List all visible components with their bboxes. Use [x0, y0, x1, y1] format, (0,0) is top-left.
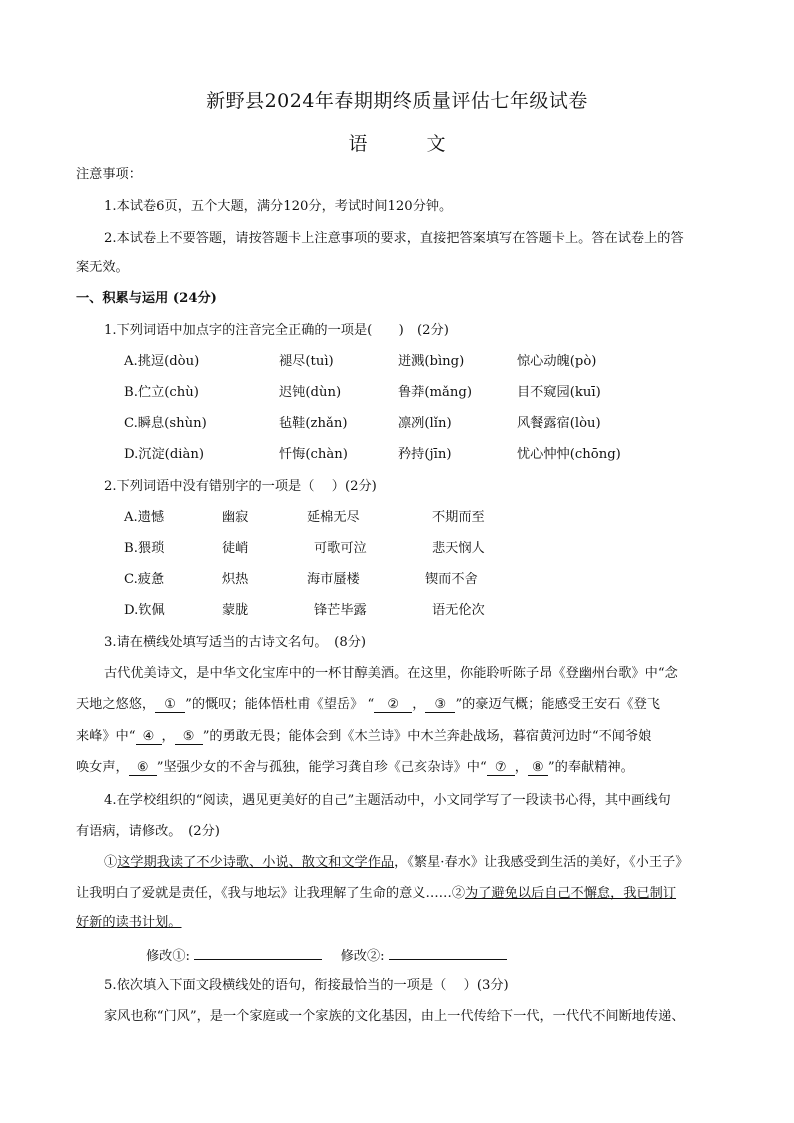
- q4-stem-line-1: 4.在学校组织的“阅读，遇见更美好的自己”主题活动中，小文同学写了一段读书心得，其中画线句: [104, 793, 671, 808]
- q1-option-a-1: A.挑逗(dòu): [124, 354, 200, 369]
- q4-fix-row: [146, 945, 507, 967]
- q1-stem: 1.下列词语中加点字的注音完全正确的一项是( ) (2分): [104, 323, 449, 338]
- q2-option-c-3: 海市蜃楼: [307, 572, 360, 587]
- q3-stem: 3.请在横线处填写适当的古诗文名句。 (8分): [104, 635, 367, 650]
- q2-option-d-4: 语无伦次: [432, 603, 485, 618]
- q1-option-a-3: 迸溅(bìng): [398, 354, 465, 369]
- q1-option-c-4: 风餐露宿(lòu): [517, 416, 601, 431]
- q2-option-c-2: 炽热: [222, 572, 249, 587]
- q1-option-c-2: 毡鞋(zhǎn): [279, 416, 348, 431]
- q2-option-d-1: D.钦佩: [124, 603, 165, 618]
- q4-stem-line-2: 有语病，请修改。 (2分): [76, 824, 220, 839]
- q4-fix-1-label: 修改①:: [146, 949, 191, 964]
- q2-option-a-4: 不期而至: [432, 510, 485, 525]
- q4-fix-1-field[interactable]: [194, 945, 322, 960]
- subject-title: 语 文: [348, 133, 466, 155]
- notice-heading: 注意事项：: [76, 167, 142, 182]
- q4-underlined-sentence-1: 这学期我读了不少诗歌、小说、散文和文学作品: [117, 855, 395, 870]
- q3-blank-7[interactable]: ⑦: [487, 760, 515, 776]
- q1-option-d-1: D.沉淀(diàn): [124, 447, 204, 462]
- q4-fix-2-field[interactable]: [389, 945, 507, 960]
- q1-option-b-4: 目不窥园(kuī): [517, 385, 601, 400]
- q3-blank-2[interactable]: ②: [374, 697, 412, 713]
- q2-option-b-1: B.猥琐: [124, 541, 165, 556]
- q4-passage-line-2: 让我明白了爱就是责任，《我与地坛》让我理解了生命的意义……②为了避免以后自己不懈怠，我已制订: [76, 886, 677, 901]
- q1-option-b-1: B.伫立(chù): [124, 385, 199, 400]
- q2-option-a-2: 幽寂: [222, 510, 249, 525]
- q1-option-c-1: C.瞬息(shùn): [124, 416, 207, 431]
- q5-passage-line-1: 家风也称“门风”，是一个家庭或一个家族的文化基因，由上一代传给下一代，一代代不间断地传递、: [104, 1009, 685, 1024]
- q1-option-c-3: 凛冽(lǐn): [398, 416, 452, 431]
- q1-option-d-2: 忏悔(chàn): [279, 447, 348, 462]
- q1-option-a-2: 褪尽(tuì): [279, 354, 334, 369]
- q1-option-b-2: 迟钝(dùn): [279, 385, 342, 400]
- q2-option-d-3: 锋芒毕露: [314, 603, 367, 618]
- q2-option-b-3: 可歌可泣: [314, 541, 367, 556]
- q2-option-c-4: 锲而不舍: [425, 572, 478, 587]
- notice-item-2-line-1: 2.本试卷上不要答题，请按答题卡上注意事项的要求，直接把答案填写在答题卡上。答在试卷上的答: [104, 231, 684, 246]
- q2-option-a-3: 延棉无尽: [307, 510, 360, 525]
- q1-option-b-3: 鲁莽(mǎng): [398, 385, 472, 400]
- q2-option-d-2: 蒙胧: [222, 603, 249, 618]
- q2-option-b-2: 徒峭: [222, 541, 249, 556]
- notice-item-1: 1.本试卷6页，五个大题，满分120分，考试时间120分钟。: [104, 199, 453, 214]
- q2-stem: 2.下列词语中没有错别字的一项是（ ）(2分): [104, 479, 377, 494]
- q2-option-a-1: A.遗憾: [124, 510, 165, 525]
- q2-option-b-4: 悲天悯人: [432, 541, 485, 556]
- notice-item-2-line-2: 案无效。: [76, 260, 129, 275]
- q3-blank-6[interactable]: ⑥: [129, 760, 157, 776]
- q3-line-3: 来峰》中“ ④ ， ⑤ ”的勇敢无畏；能体会到《木兰诗》中木兰奔赴战场，暮宿黄河边时“不闻爷娘: [76, 729, 652, 744]
- q1-option-d-3: 矜持(jīn): [398, 447, 452, 462]
- q3-blank-4[interactable]: ④: [136, 729, 162, 745]
- q4-passage-line-1: ①这学期我读了不少诗歌、小说、散文和文学作品，《繁星·春水》让我感受到生活的美好，《小王子》: [104, 855, 689, 870]
- q3-blank-5[interactable]: ⑤: [175, 729, 203, 745]
- q1-option-a-4: 惊心动魄(pò): [517, 354, 597, 369]
- q5-stem: 5.依次填入下面文段横线处的语句，衔接最恰当的一项是（ ）(3分): [104, 978, 509, 993]
- q3-line-2: 天地之悠悠， ① ”的慨叹；能体悟杜甫《望岳》 “ ② ， ③ ”的豪迈气概；能感受王安石《登飞: [76, 697, 660, 712]
- q3-blank-1[interactable]: ①: [155, 697, 185, 713]
- q2-option-c-1: C.疲惫: [124, 572, 165, 587]
- q4-passage-line-3: 好新的读书计划。: [76, 915, 182, 930]
- q3-line-4: 唤女声， ⑥ ”坚强少女的不舍与孤独，能学习龚自珍《己亥杂诗》中“ ⑦ ， ⑧ ”的奉献精神。: [76, 760, 634, 775]
- q3-blank-8[interactable]: ⑧: [528, 760, 548, 776]
- q3-blank-3[interactable]: ③: [425, 697, 455, 713]
- q4-underlined-sentence-2: 为了避免以后自己不懈怠，我已制订: [465, 886, 677, 901]
- section-1-heading: 一、积累与运用 (24分): [76, 291, 217, 306]
- q4-fix-2-label: 修改②:: [340, 949, 385, 964]
- q1-option-d-4: 忧心忡忡(chōng): [517, 447, 621, 462]
- q3-line-1: 古代优美诗文，是中华文化宝库中的一杯甘醇美酒。在这里，你能聆听陈子昂《登幽州台歌》中“念: [104, 666, 678, 681]
- page-title: 新野县2024年春期期终质量评估七年级试卷: [206, 90, 588, 112]
